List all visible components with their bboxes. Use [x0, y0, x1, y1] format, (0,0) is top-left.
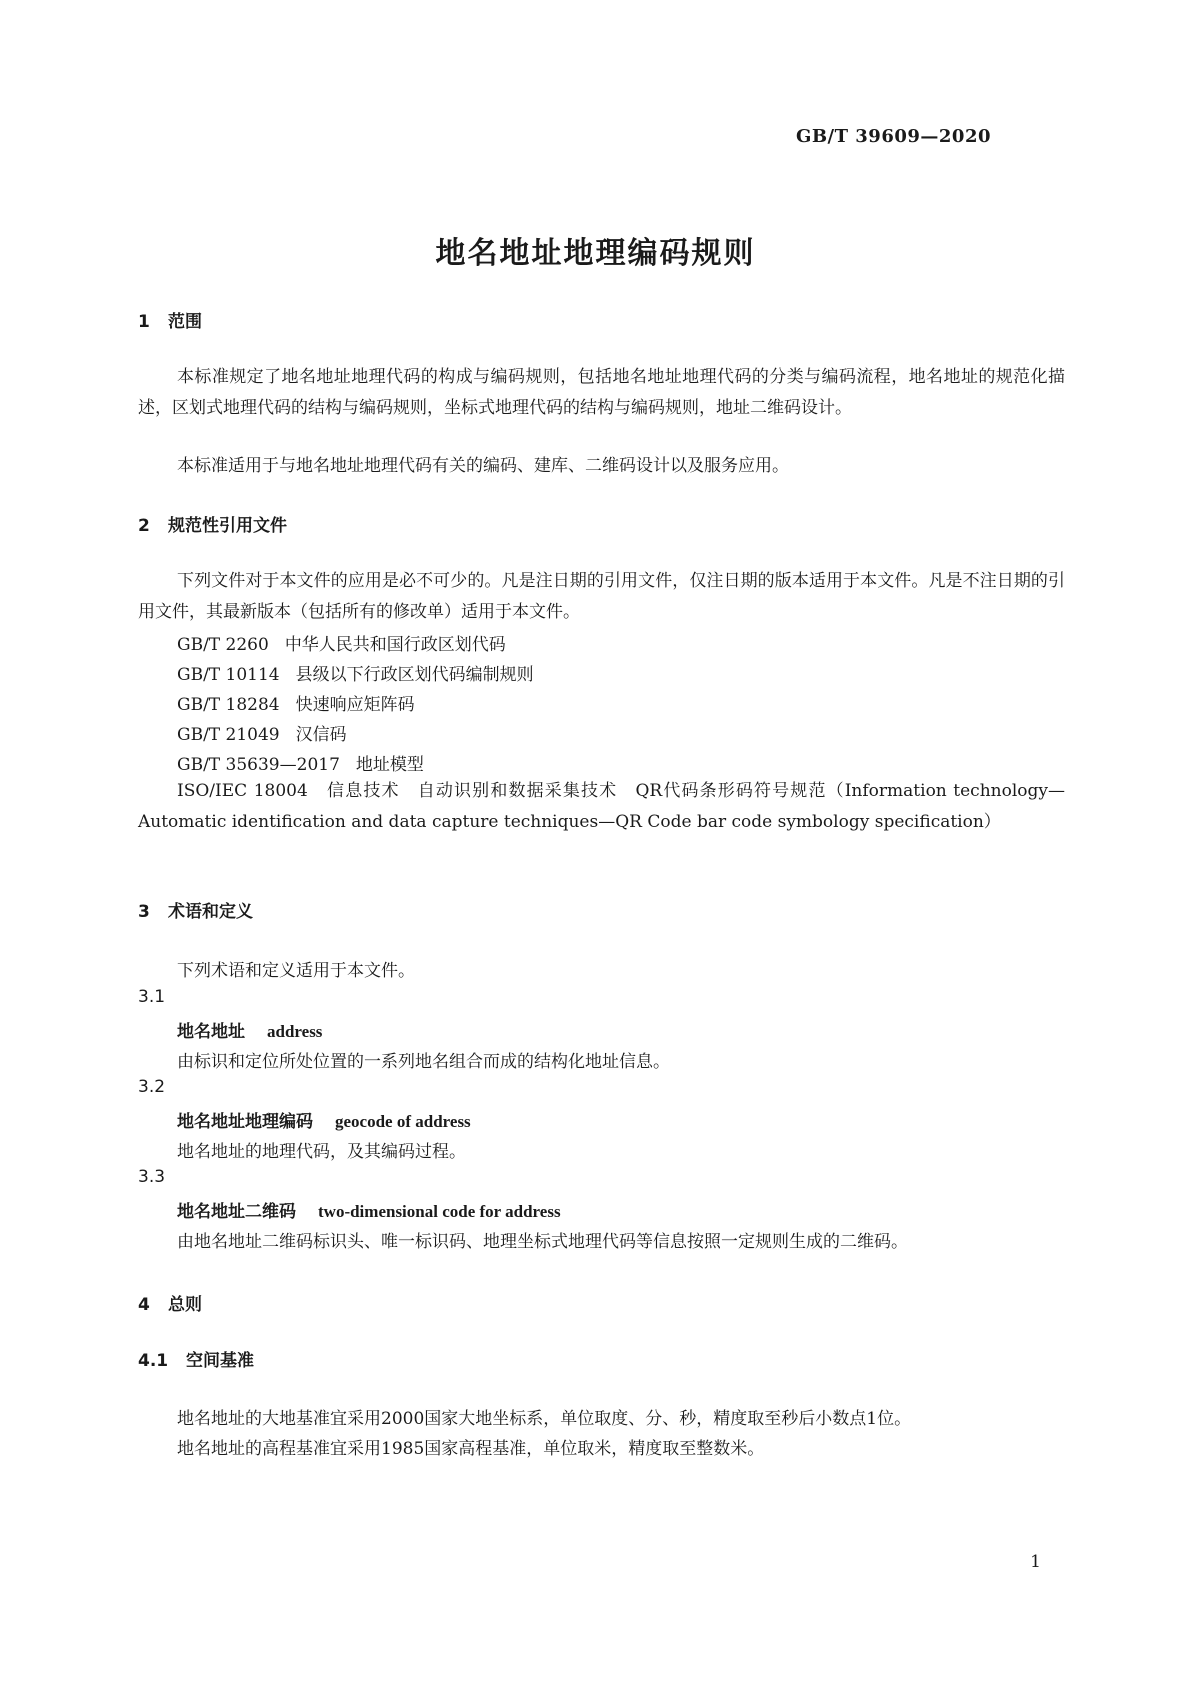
subsection-title: 空间基准 [186, 1351, 254, 1371]
term-definition: 地名地址的地理代码，及其编码过程。 [177, 1142, 466, 1162]
term-heading [177, 1197, 561, 1222]
section-3-heading [138, 897, 253, 922]
terms-intro: 下列术语和定义适用于本文件。 [177, 961, 415, 981]
normative-reference [177, 660, 534, 685]
term-number: 3.3 [138, 1167, 166, 1187]
document-title: 地名地址地理编码规则 [435, 236, 756, 271]
term-heading [177, 1017, 322, 1042]
reference-code: GB/T 10114 [177, 665, 280, 685]
subsection-number: 4.1 [138, 1351, 169, 1371]
reference-code: GB/T 35639—2017 [177, 755, 340, 775]
subsection-4-1-heading [138, 1346, 254, 1371]
term-en: geocode of address [335, 1112, 471, 1131]
section-1-heading [138, 307, 202, 332]
term-zh: 地名地址 [177, 1022, 245, 1042]
page-number: 1 [1030, 1552, 1041, 1572]
section-4-heading [138, 1290, 202, 1315]
term-en: two-dimensional code for address [318, 1202, 561, 1221]
iso-reference: ISO/IEC 18004 信息技术 自动识别和数据采集技术 QR代码条形码符号规范（Information technology—Automatic identification and data capture techniques—QR Code bar code symbology specification） [138, 781, 1065, 832]
standard-number: GB/T 39609—2020 [795, 126, 991, 147]
section-title: 范围 [168, 312, 202, 332]
reference-name: 地址模型 [355, 755, 424, 775]
term-definition: 由标识和定位所处位置的一系列地名组合而成的结构化地址信息。 [177, 1052, 670, 1072]
section-title: 术语和定义 [168, 902, 253, 922]
reference-name: 县级以下行政区划代码编制规则 [295, 665, 534, 685]
normative-reference [177, 720, 347, 745]
term-number: 3.1 [138, 987, 166, 1007]
term-heading [177, 1107, 471, 1132]
section-4-1-paragraph-1: 地名地址的大地基准宜采用2000国家大地坐标系，单位取度、分、秒，精度取至秒后小数点1位。 [177, 1409, 912, 1429]
section-title: 规范性引用文件 [168, 516, 287, 536]
section-title: 总则 [168, 1295, 202, 1315]
reference-name: 快速响应矩阵码 [295, 695, 415, 715]
section-2-paragraph-1: 下列文件对于本文件的应用是必不可少的。凡是注日期的引用文件，仅注日期的版本适用于本文件。凡是不注日期的引用文件，其最新版本（包括所有的修改单）适用于本文件。 [138, 571, 1065, 622]
section-1-paragraph-2: 本标准适用于与地名地址地理代码有关的编码、建库、二维码设计以及服务应用。 [177, 456, 789, 476]
term-zh: 地名地址地理编码 [177, 1112, 313, 1132]
normative-reference [177, 750, 424, 775]
reference-code: GB/T 18284 [177, 695, 280, 715]
normative-reference [177, 630, 506, 655]
reference-code: GB/T 2260 [177, 635, 269, 655]
term-definition: 由地名地址二维码标识头、唯一标识码、地理坐标式地理代码等信息按照一定规则生成的二维码。 [177, 1232, 908, 1252]
term-en: address [267, 1022, 323, 1041]
section-1-paragraph-1: 本标准规定了地名地址地理代码的构成与编码规则，包括地名地址地理代码的分类与编码流程，地名地址的规范化描述，区划式地理代码的结构与编码规则，坐标式地理代码的结构与编码规则，地址二维码设计。 [138, 367, 1065, 418]
section-number: 4 [138, 1295, 150, 1315]
section-2-heading [138, 511, 287, 536]
normative-reference [177, 690, 415, 715]
term-zh: 地名地址二维码 [177, 1202, 296, 1222]
term-number: 3.2 [138, 1077, 166, 1097]
reference-name: 中华人民共和国行政区划代码 [284, 635, 506, 655]
section-number: 3 [138, 902, 150, 922]
section-number: 1 [138, 312, 150, 332]
reference-code: GB/T 21049 [177, 725, 280, 745]
reference-name: 汉信码 [295, 725, 347, 745]
section-4-1-paragraph-2: 地名地址的高程基准宜采用1985国家高程基准，单位取米，精度取至整数米。 [177, 1439, 765, 1459]
section-number: 2 [138, 516, 150, 536]
